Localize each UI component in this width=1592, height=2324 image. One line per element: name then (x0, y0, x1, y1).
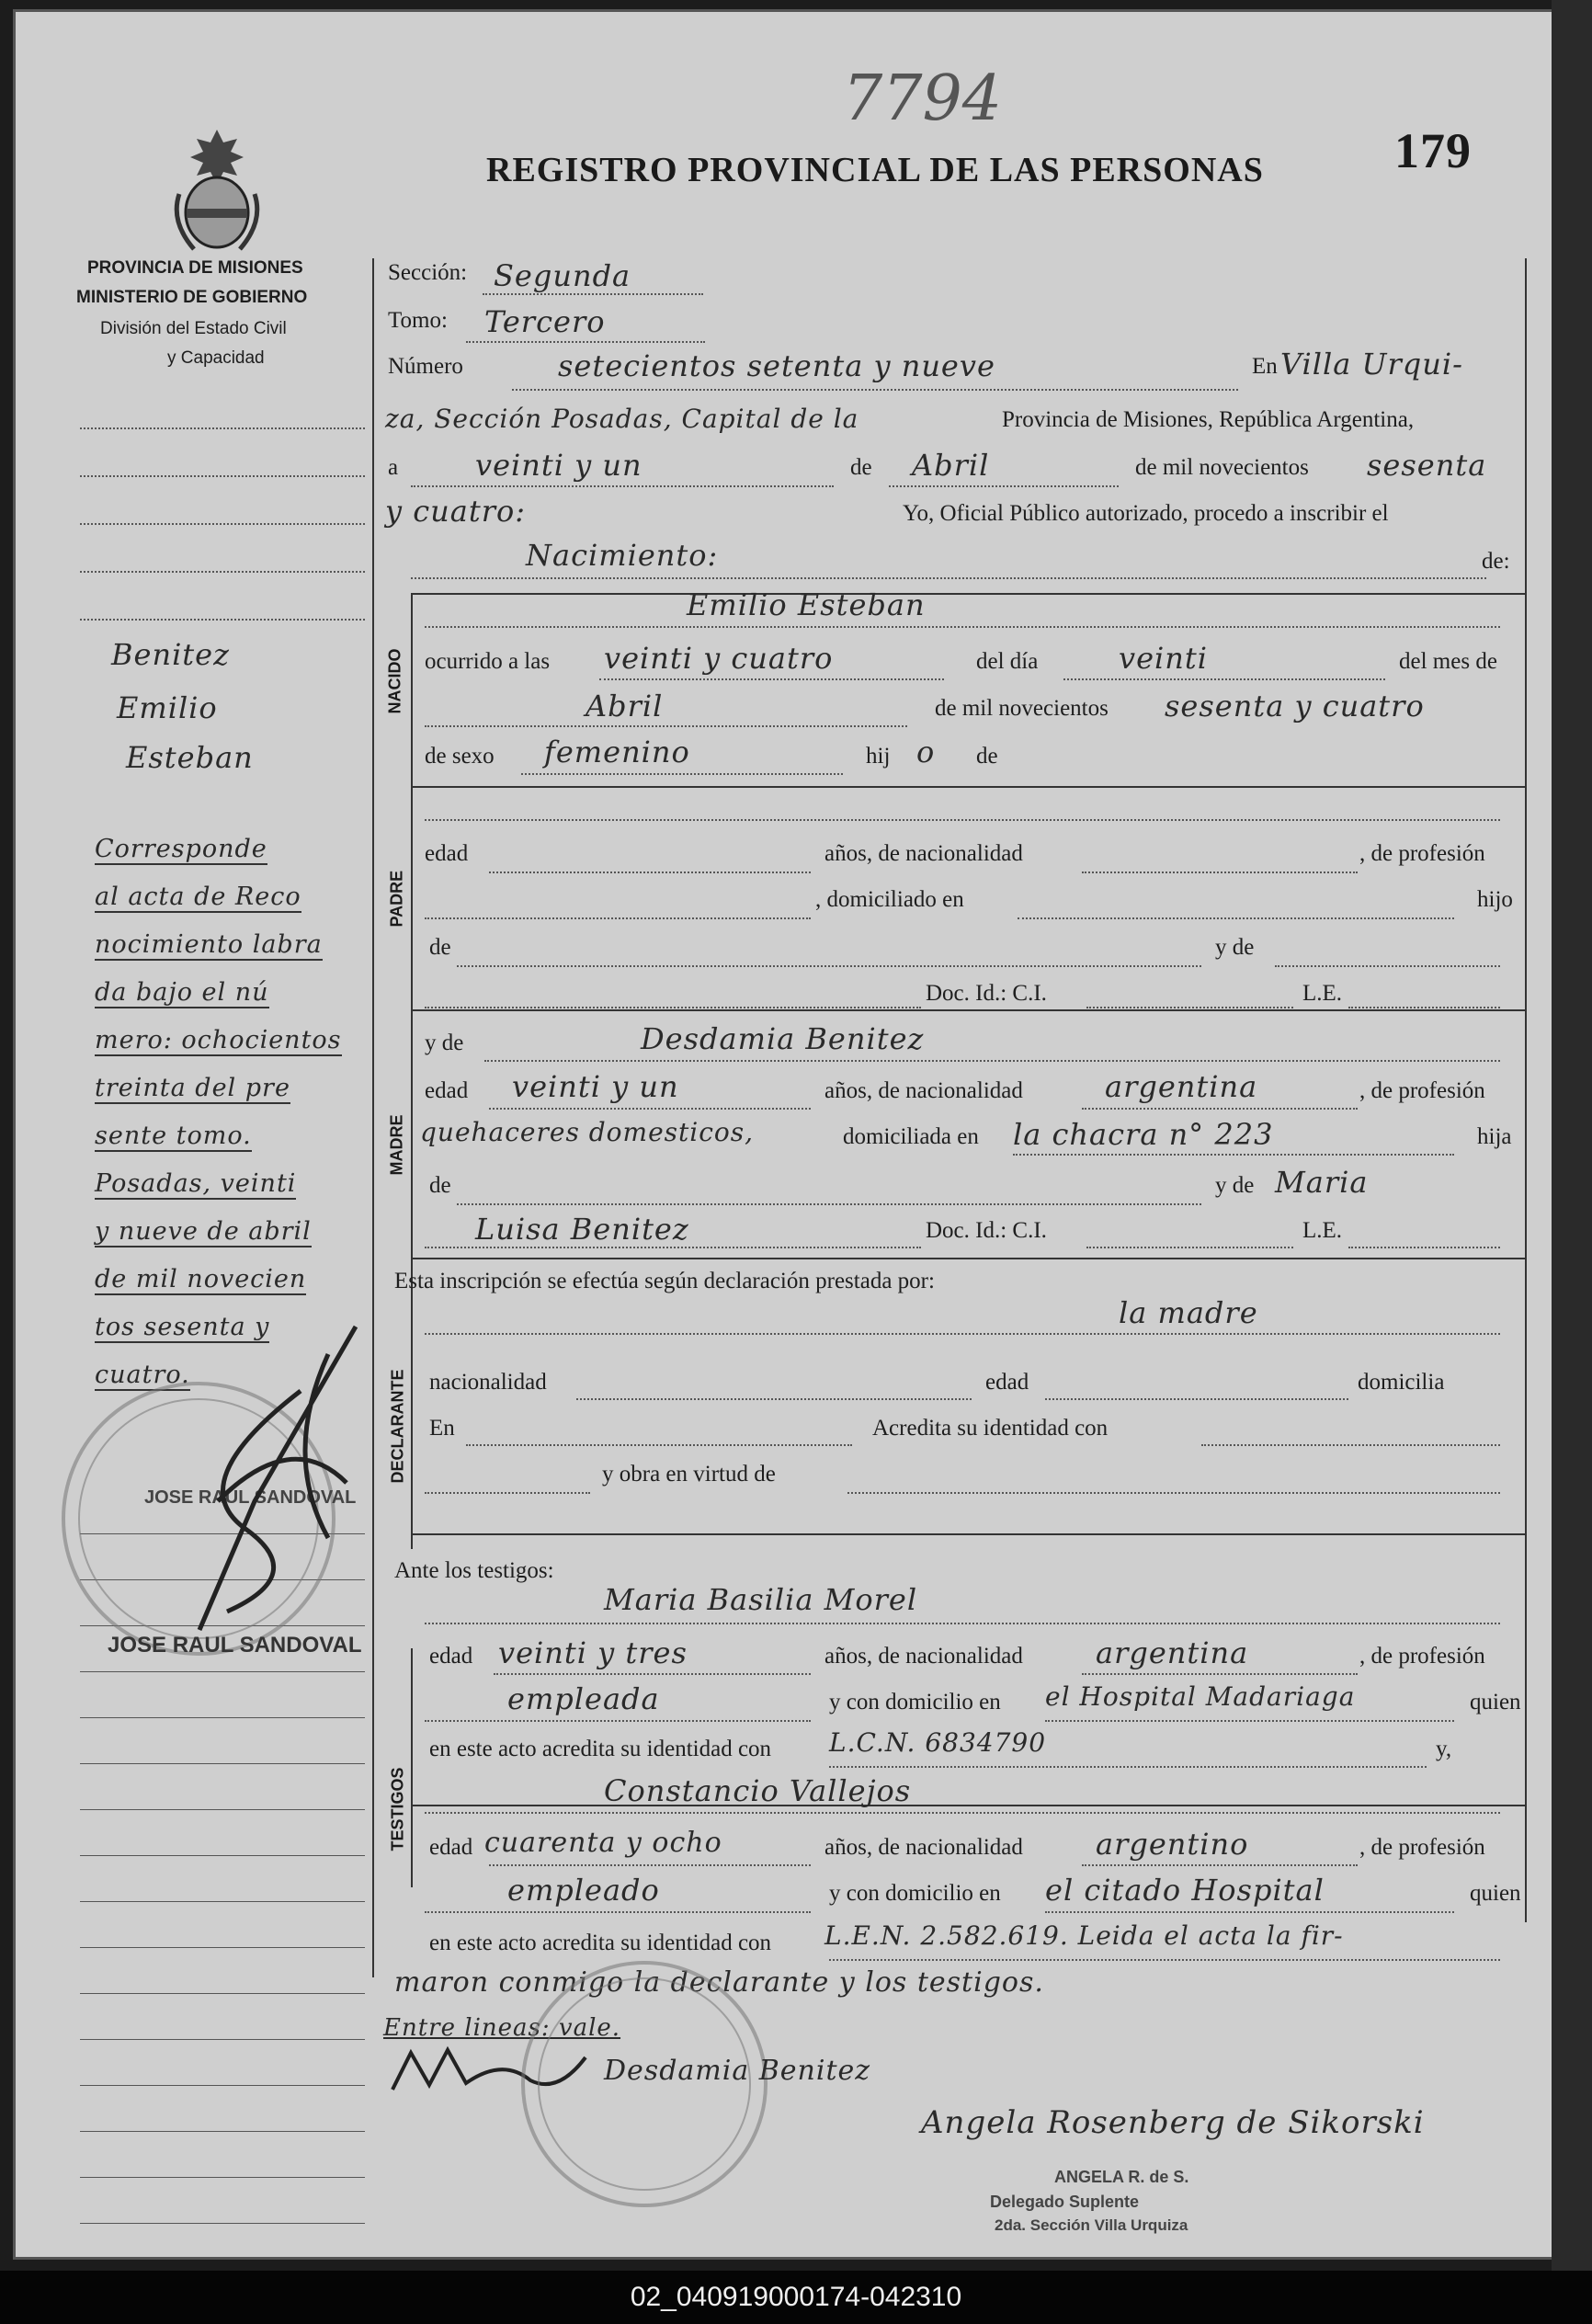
label-padre-edad: edad (425, 841, 469, 866)
margin-surname: Benitez (111, 637, 230, 672)
label-tomo: Tomo: (388, 308, 448, 333)
value-madre-hija-de-1: Maria (1275, 1165, 1369, 1200)
label-padre-domiciliado: , domiciliado en (815, 887, 964, 912)
value-testigo1-edad: veinti y tres (498, 1635, 688, 1670)
officer-stamp-line-2: Delegado Suplente (990, 2193, 1140, 2211)
value-madre-edad: veinti y un (512, 1069, 679, 1104)
margin-note-line: treinta del pre (95, 1074, 290, 1102)
label-t2-quien: quien (1470, 1881, 1521, 1906)
value-testigo2-doc: L.E.N. 2.582.619. Leida el acta la fir- (824, 1920, 1344, 1951)
value-declarante: la madre (1119, 1295, 1258, 1330)
label-a: a (388, 455, 399, 480)
label-t1-con-domicilio: y con domicilio en (829, 1690, 1001, 1715)
scan-code: 02_040919000174-042310 (0, 2271, 1592, 2324)
main-frame-right (1525, 258, 1527, 1922)
label-madre-doc: Doc. Id.: C.I. (926, 1218, 1047, 1243)
value-lugar-1: Villa Urqui- (1280, 347, 1463, 382)
divider (411, 593, 1525, 595)
divider (411, 1009, 1525, 1011)
side-label-declarante: DECLARANTE (388, 1369, 407, 1484)
side-label-madre: MADRE (387, 1114, 406, 1176)
value-seccion: Segunda (494, 258, 631, 293)
side-label-testigos: TESTIGOS (388, 1767, 407, 1851)
value-numero: setecientos setenta y nueve (558, 348, 995, 383)
label-t2-con-domicilio: y con domicilio en (829, 1881, 1001, 1906)
margin-note-line: nocimiento labra (95, 930, 323, 959)
record-number-hand: 7794 (843, 63, 1003, 135)
label-padre-nacionalidad: años, de nacionalidad (824, 841, 1023, 866)
margin-note-line: mero: ochocientos (95, 1026, 342, 1054)
value-sexo: femenino (544, 735, 690, 769)
page-title: REGISTRO PROVINCIAL DE LAS PERSONAS (486, 151, 1264, 189)
main-frame-left (372, 258, 374, 1977)
page-number: 179 (1394, 123, 1472, 178)
label-padre-y-de: y de (1215, 935, 1255, 960)
officer-stamp-line-1: ANGELA R. de S. (1054, 2168, 1189, 2186)
label-t2-acredita: en este acto acredita su identidad con (429, 1931, 772, 1955)
label-madre-domiciliada: domiciliada en (843, 1124, 979, 1149)
margin-note-line: da bajo el nú (95, 978, 269, 1007)
label-t2-profesion: , de profesión (1359, 1835, 1485, 1860)
registry-page (13, 9, 1566, 2260)
label-padre-hijo: hijo (1477, 887, 1513, 912)
margin-note-line: Posadas, veinti (95, 1169, 297, 1198)
value-testigo2-nombre: Constancio Vallejos (604, 1773, 912, 1808)
value-nombre: Emilio Esteban (687, 587, 926, 622)
signature-mother: Desdamia Benitez (604, 2055, 871, 2087)
value-testigo1-doc: L.C.N. 6834790 (829, 1727, 1047, 1758)
label-testigos: Ante los testigos: (394, 1558, 554, 1583)
side-label-padre: PADRE (387, 870, 406, 928)
divider (411, 1258, 1525, 1259)
margin-stamp-name: JOSE RAUL SANDOVAL (144, 1487, 357, 1508)
label-t1-edad: edad (429, 1644, 473, 1669)
value-acto: Nacimiento: (526, 538, 719, 573)
officer-stamp-line-3: 2da. Sección Villa Urquiza (995, 2216, 1188, 2234)
label-t1-y: y, (1436, 1737, 1452, 1761)
value-madre-prof: quehaceres domesticos, (420, 1117, 755, 1147)
value-dia: veinti y un (475, 448, 642, 483)
margin-note-line: al acta de Reco (95, 883, 301, 911)
label-decl-nacionalidad: nacionalidad (429, 1370, 547, 1395)
label-madre-profesion: , de profesión (1359, 1078, 1485, 1103)
margin-note-line: cuatro. (95, 1361, 190, 1389)
value-testigo1-nac: argentina (1096, 1635, 1249, 1670)
label-padre-de: de (429, 935, 451, 960)
label-mil-novecientos-2: de mil novecientos (935, 696, 1109, 721)
label-del-dia: del día (976, 649, 1039, 674)
label-padre-doc: Doc. Id.: C.I. (926, 981, 1047, 1006)
label-madre-le: L.E. (1302, 1218, 1343, 1243)
value-hij-suffix: o (916, 735, 936, 769)
signature-officer: Angela Rosenberg de Sikorski (921, 2104, 1425, 2141)
label-de: de (850, 455, 872, 480)
section-bar-left-2 (411, 1648, 413, 1887)
divider (411, 1533, 1525, 1535)
side-label-nacido: NACIDO (385, 648, 404, 714)
label-decl-edad: edad (985, 1370, 1029, 1395)
closing-line-1: maron conmigo la declarante y los testigos. (394, 1966, 1044, 1999)
margin-stamp-name-bottom: JOSE RAUL SANDOVAL (108, 1633, 362, 1658)
margin-signature (144, 1317, 374, 1648)
margin-note-line: de mil novecien (95, 1265, 307, 1293)
org-line-2: MINISTERIO DE GOBIERNO (76, 288, 308, 307)
value-anio-1: sesenta (1367, 448, 1487, 483)
value-mes: Abril (912, 448, 990, 483)
value-madre-hija-de-2: Luisa Benitez (475, 1212, 689, 1247)
margin-second-name: Esteban (126, 740, 254, 775)
closing-line-2: Entre lineas: vale. (383, 2014, 621, 2042)
value-madre-nombre: Desdamia Benitez (641, 1021, 925, 1056)
book-spine (1552, 0, 1592, 2271)
value-testigo2-prof: empleado (507, 1873, 660, 1908)
margin-note-line: y nueve de abril (95, 1217, 312, 1246)
value-testigo1-dom: el Hospital Madariaga (1045, 1681, 1356, 1712)
org-line-4: y Capacidad (167, 348, 265, 368)
org-line-3: División del Estado Civil (100, 319, 287, 338)
margin-first-name: Emilio (117, 690, 218, 725)
value-tomo: Tercero (484, 304, 606, 339)
label-decl-obra: y obra en virtud de (602, 1462, 776, 1487)
value-hora: veinti y cuatro (604, 641, 834, 676)
label-declaracion: Esta inscripción se efectúa según declaración prestada por: (394, 1269, 935, 1293)
label-seccion: Sección: (388, 260, 468, 285)
section-bar-left (411, 593, 413, 1549)
value-madre-nac: argentina (1105, 1069, 1258, 1104)
label-t1-quien: quien (1470, 1690, 1521, 1715)
divider (411, 786, 1525, 788)
label-decl-en: En (429, 1416, 455, 1441)
label-de-sexo: de sexo (425, 744, 495, 769)
label-madre-de: de (429, 1173, 451, 1198)
margin-note-line: tos sesenta y (95, 1313, 270, 1341)
value-mes-nac: Abril (586, 689, 664, 723)
label-del-mes: del mes de (1399, 649, 1497, 674)
margin-note-line: Corresponde (95, 835, 267, 863)
value-anio-nac: sesenta y cuatro (1165, 689, 1425, 723)
value-lugar-2: za, Sección Posadas, Capital de la (385, 404, 859, 434)
label-padre-le: L.E. (1302, 981, 1343, 1006)
label-t1-acredita: en este acto acredita su identidad con (429, 1737, 772, 1761)
label-t2-nacionalidad: años, de nacionalidad (824, 1835, 1023, 1860)
value-madre-dom: la chacra n° 223 (1013, 1117, 1274, 1152)
label-t1-nacionalidad: años, de nacionalidad (824, 1644, 1023, 1669)
label-t1-profesion: , de profesión (1359, 1644, 1485, 1669)
label-madre-hija: hija (1477, 1124, 1512, 1149)
value-testigo1-nombre: Maria Basilia Morel (604, 1582, 918, 1617)
value-dia-nac: veinti (1119, 641, 1208, 676)
label-padre-profesion: , de profesión (1359, 841, 1485, 866)
value-anio-2: y cuatro: (385, 494, 527, 529)
value-testigo1-prof: empleada (507, 1681, 660, 1716)
label-oficial: Yo, Oficial Público autorizado, procedo a inscribir el (903, 501, 1389, 526)
label-madre-y-de: y de (425, 1031, 464, 1055)
label-en: En (1252, 354, 1278, 379)
value-testigo2-edad: cuarenta y ocho (484, 1827, 722, 1859)
divider (411, 1805, 1525, 1806)
label-decl-acredita: Acredita su identidad con (872, 1416, 1109, 1441)
label-numero: Número (388, 354, 463, 379)
value-testigo2-dom: el citado Hospital (1045, 1873, 1325, 1908)
label-provincia: Provincia de Misiones, República Argentina, (1002, 407, 1415, 432)
label-de-colon: de: (1482, 549, 1510, 574)
label-madre-y-de-2: y de (1215, 1173, 1255, 1198)
label-mil-novecientos: de mil novecientos (1135, 455, 1309, 480)
margin-note-line: sente tomo. (95, 1122, 252, 1150)
label-de-2: de (976, 744, 998, 769)
label-hij: hij (866, 744, 891, 769)
label-madre-edad: edad (425, 1078, 469, 1103)
label-madre-nacionalidad: años, de nacionalidad (824, 1078, 1023, 1103)
coat-of-arms-icon (166, 120, 267, 258)
label-decl-domicilia: domicilia (1358, 1370, 1445, 1395)
label-t2-edad: edad (429, 1835, 473, 1860)
value-testigo2-nac: argentino (1096, 1827, 1249, 1862)
org-line-1: PROVINCIA DE MISIONES (87, 258, 303, 278)
label-ocurrido: ocurrido a las (425, 649, 551, 674)
